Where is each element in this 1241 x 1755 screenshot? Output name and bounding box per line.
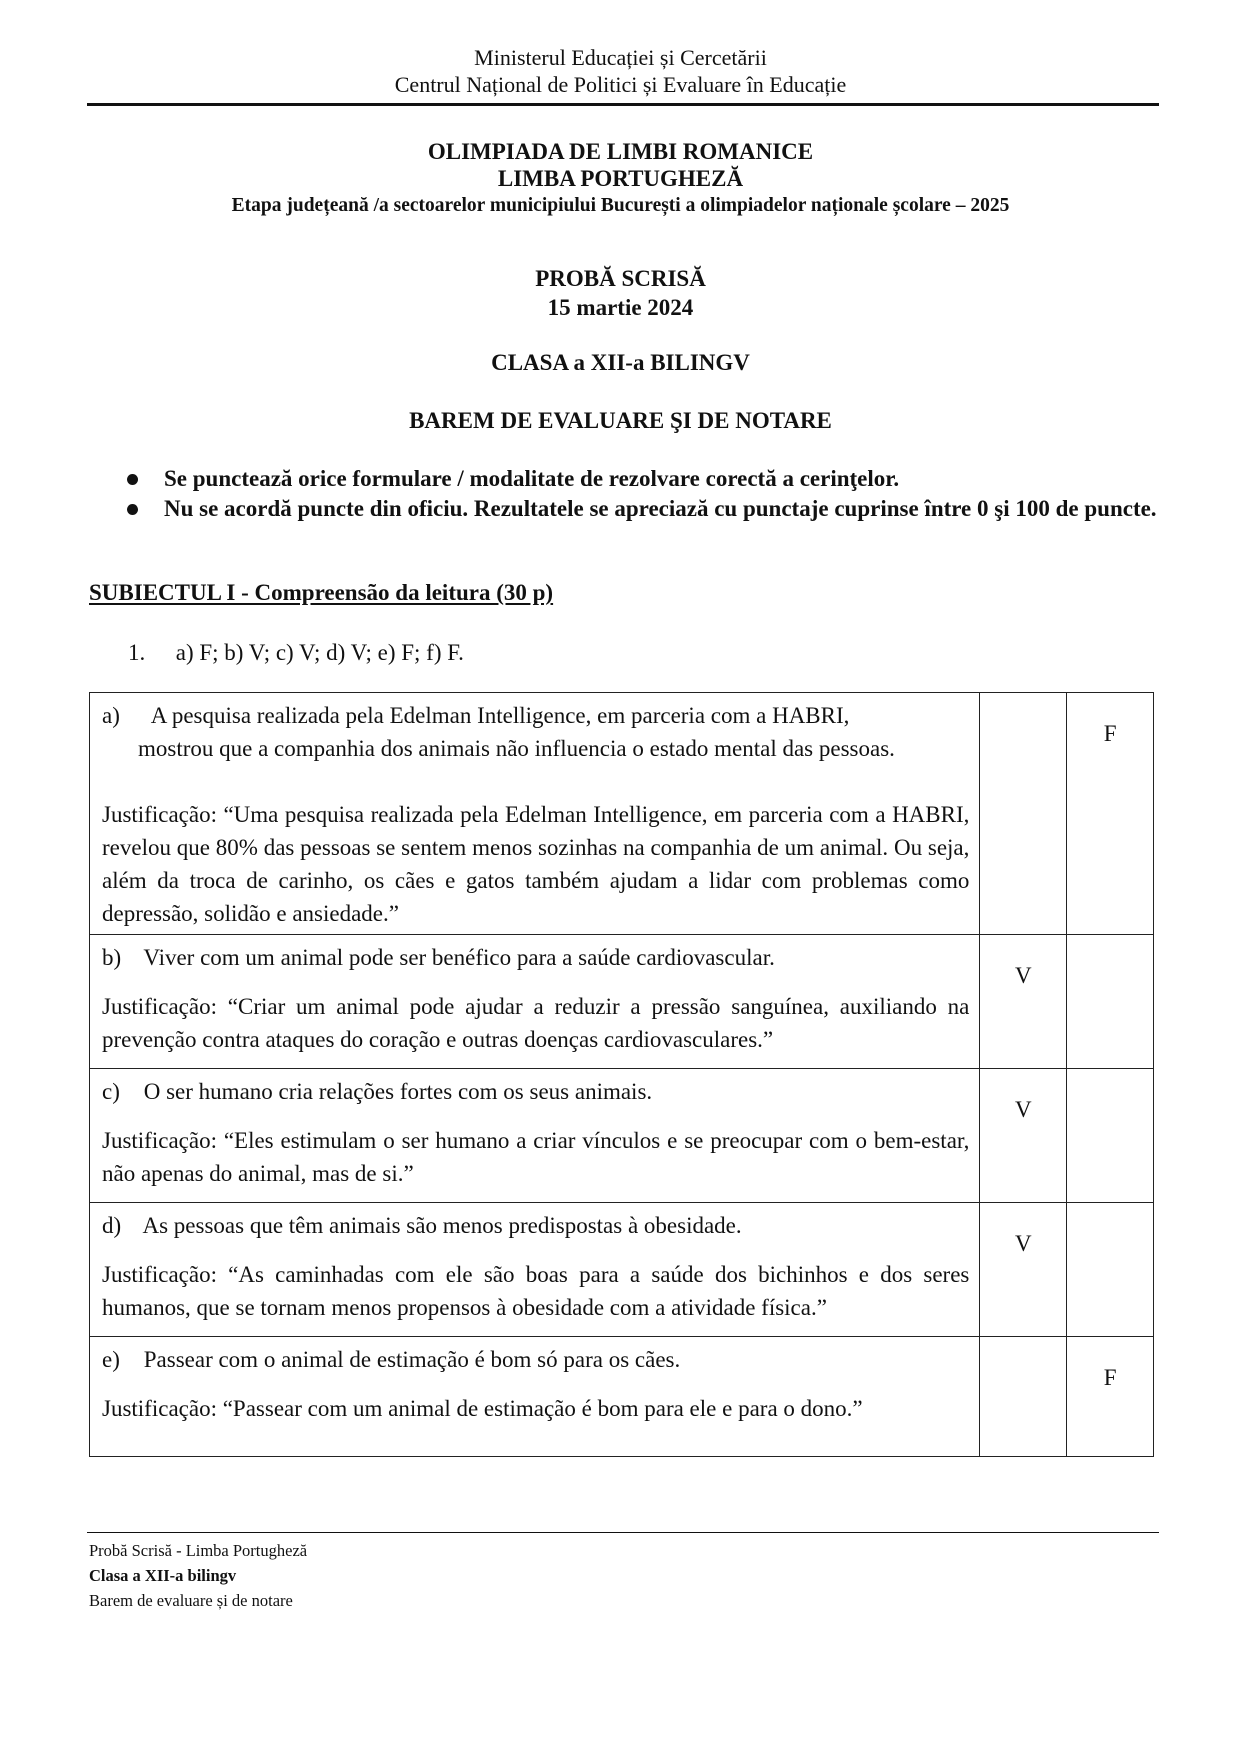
statement-text: O ser humano cria relações fortes com os seus animais.: [143, 1079, 653, 1104]
center-name: Centrul Național de Politici și Evaluare în Educație: [394, 72, 847, 97]
justification: Justificação: “As caminhadas com ele são boas para a saúde dos bichinhos e dos seres humanos, que se tornam menos propensos à obesidade com a atividade física.”: [102, 1262, 970, 1320]
justification: Justificação: “Passear com um animal de estimação é bom para ele e para o dono.”: [102, 1396, 863, 1421]
statement: [102, 1075, 969, 1108]
true-mark: V: [1015, 1231, 1032, 1256]
test-title: PROBĂ SCRISĂ: [535, 266, 706, 291]
question-1: [128, 640, 464, 666]
statement-text: Passear com o animal de estimação é bom só para os cães.: [143, 1347, 681, 1372]
rule-text: Nu se acordă puncte din oficiu. Rezultatele se apreciază cu punctaje cuprinse între 0 şi 100 de puncte.: [164, 496, 1157, 521]
footer-test: Probă Scrisă - Limba Portugheză: [89, 1541, 308, 1560]
document-footer: [89, 1538, 307, 1613]
false-cell: [1067, 935, 1154, 1069]
true-mark: V: [1015, 963, 1032, 988]
document-header: [0, 44, 1241, 98]
row-label: d): [102, 1213, 122, 1238]
true-cell: [980, 1337, 1067, 1457]
justification: Justificação: “Uma pesquisa realizada pela Edelman Intelligence, em parceria com a HABRI, revelou que 80% das pessoas se sentem menos sozinhas na companhia de um animal. Ou seja, além da troca de carinho, os cães e gatos também ajudam a lidar com problemas como depressão, solidão e ansiedade.”: [102, 802, 970, 926]
row-label: e): [102, 1347, 120, 1372]
olympiad-title: OLIMPIADA DE LIMBI ROMANICE: [427, 139, 814, 164]
true-cell: [980, 1069, 1067, 1203]
statement-text: Viver com um animal pode ser benéfico para a saúde cardiovascular.: [143, 945, 775, 970]
test-block: [0, 264, 1241, 322]
table-row: [90, 1203, 1154, 1337]
title-block: [0, 138, 1241, 192]
statement: [102, 941, 969, 974]
question-number: 1.: [128, 640, 146, 665]
false-cell: [1067, 693, 1154, 935]
false-cell: [1067, 1203, 1154, 1337]
false-cell: [1067, 1337, 1154, 1457]
table-row: [90, 1069, 1154, 1203]
true-cell: [980, 935, 1067, 1069]
statement: [102, 1209, 969, 1242]
table-row: [90, 1337, 1154, 1457]
document-title: BAREM DE EVALUARE ŞI DE NOTARE: [409, 408, 832, 433]
bullet-icon: [127, 504, 138, 515]
language-title: LIMBA PORTUGHEZĂ: [497, 166, 744, 191]
rule-item: [124, 464, 1164, 493]
justification: Justificação: “Eles estimulam o ser humano a criar vínculos e se preocupar com o bem-estar, não apenas do animal, mas de si.”: [102, 1128, 970, 1186]
statement-text: As pessoas que têm animais são menos predispostas à obesidade.: [142, 1213, 742, 1238]
rule-text: Se punctează orice formulare / modalitate de rezolvare corectă a cerinţelor.: [164, 466, 900, 491]
test-date: 15 martie 2024: [547, 295, 694, 320]
row-label: c): [102, 1079, 120, 1104]
statement: [102, 1343, 969, 1376]
row-label: a): [102, 703, 120, 728]
table-row: [90, 693, 1154, 935]
footer-document: Barem de evaluare și de notare: [89, 1591, 293, 1610]
header-divider: [87, 103, 1159, 106]
false-mark: F: [1103, 721, 1117, 746]
bullet-icon: [127, 474, 138, 485]
table-row: [90, 935, 1154, 1069]
false-cell: [1067, 1069, 1154, 1203]
statement-cell: [90, 1337, 980, 1457]
question-answers: a) F; b) V; c) V; d) V; e) F; f) F.: [175, 640, 464, 665]
statement-cell: [90, 693, 980, 935]
row-label: b): [102, 945, 122, 970]
true-mark: V: [1015, 1097, 1032, 1122]
rules-list: [124, 464, 1164, 524]
footer-class: Clasa a XII-a bilingv: [89, 1566, 237, 1585]
true-cell: [980, 1203, 1067, 1337]
ministry-name: Ministerul Educației și Cercetării: [474, 45, 767, 70]
statement-cell: [90, 1069, 980, 1203]
statement-text-continued: mostrou que a companhia dos animais não influencia o estado mental das pessoas.: [138, 736, 895, 761]
stage-title: Etapa județeană /a sectoarelor municipiului București a olimpiadelor naționale școlare – 2025: [231, 195, 1010, 216]
statement: [102, 699, 969, 732]
answer-table: [89, 692, 1154, 1457]
justification: Justificação: “Criar um animal pode ajudar a reduzir a pressão sanguínea, auxiliando na prevenção contra ataques do coração e outras doenças cardiovasculares.”: [102, 994, 970, 1052]
section-title: SUBIECTUL I - Compreensão da leitura (30 p): [89, 580, 554, 605]
statement-text: A pesquisa realizada pela Edelman Intelligence, em parceria com a HABRI,: [150, 703, 850, 728]
statement-cell: [90, 1203, 980, 1337]
statement-cell: [90, 935, 980, 1069]
class-title: CLASA a XII-a BILINGV: [491, 350, 750, 375]
rule-item: [124, 494, 1164, 523]
true-cell: [980, 693, 1067, 935]
footer-divider: [87, 1532, 1159, 1533]
false-mark: F: [1103, 1365, 1117, 1390]
